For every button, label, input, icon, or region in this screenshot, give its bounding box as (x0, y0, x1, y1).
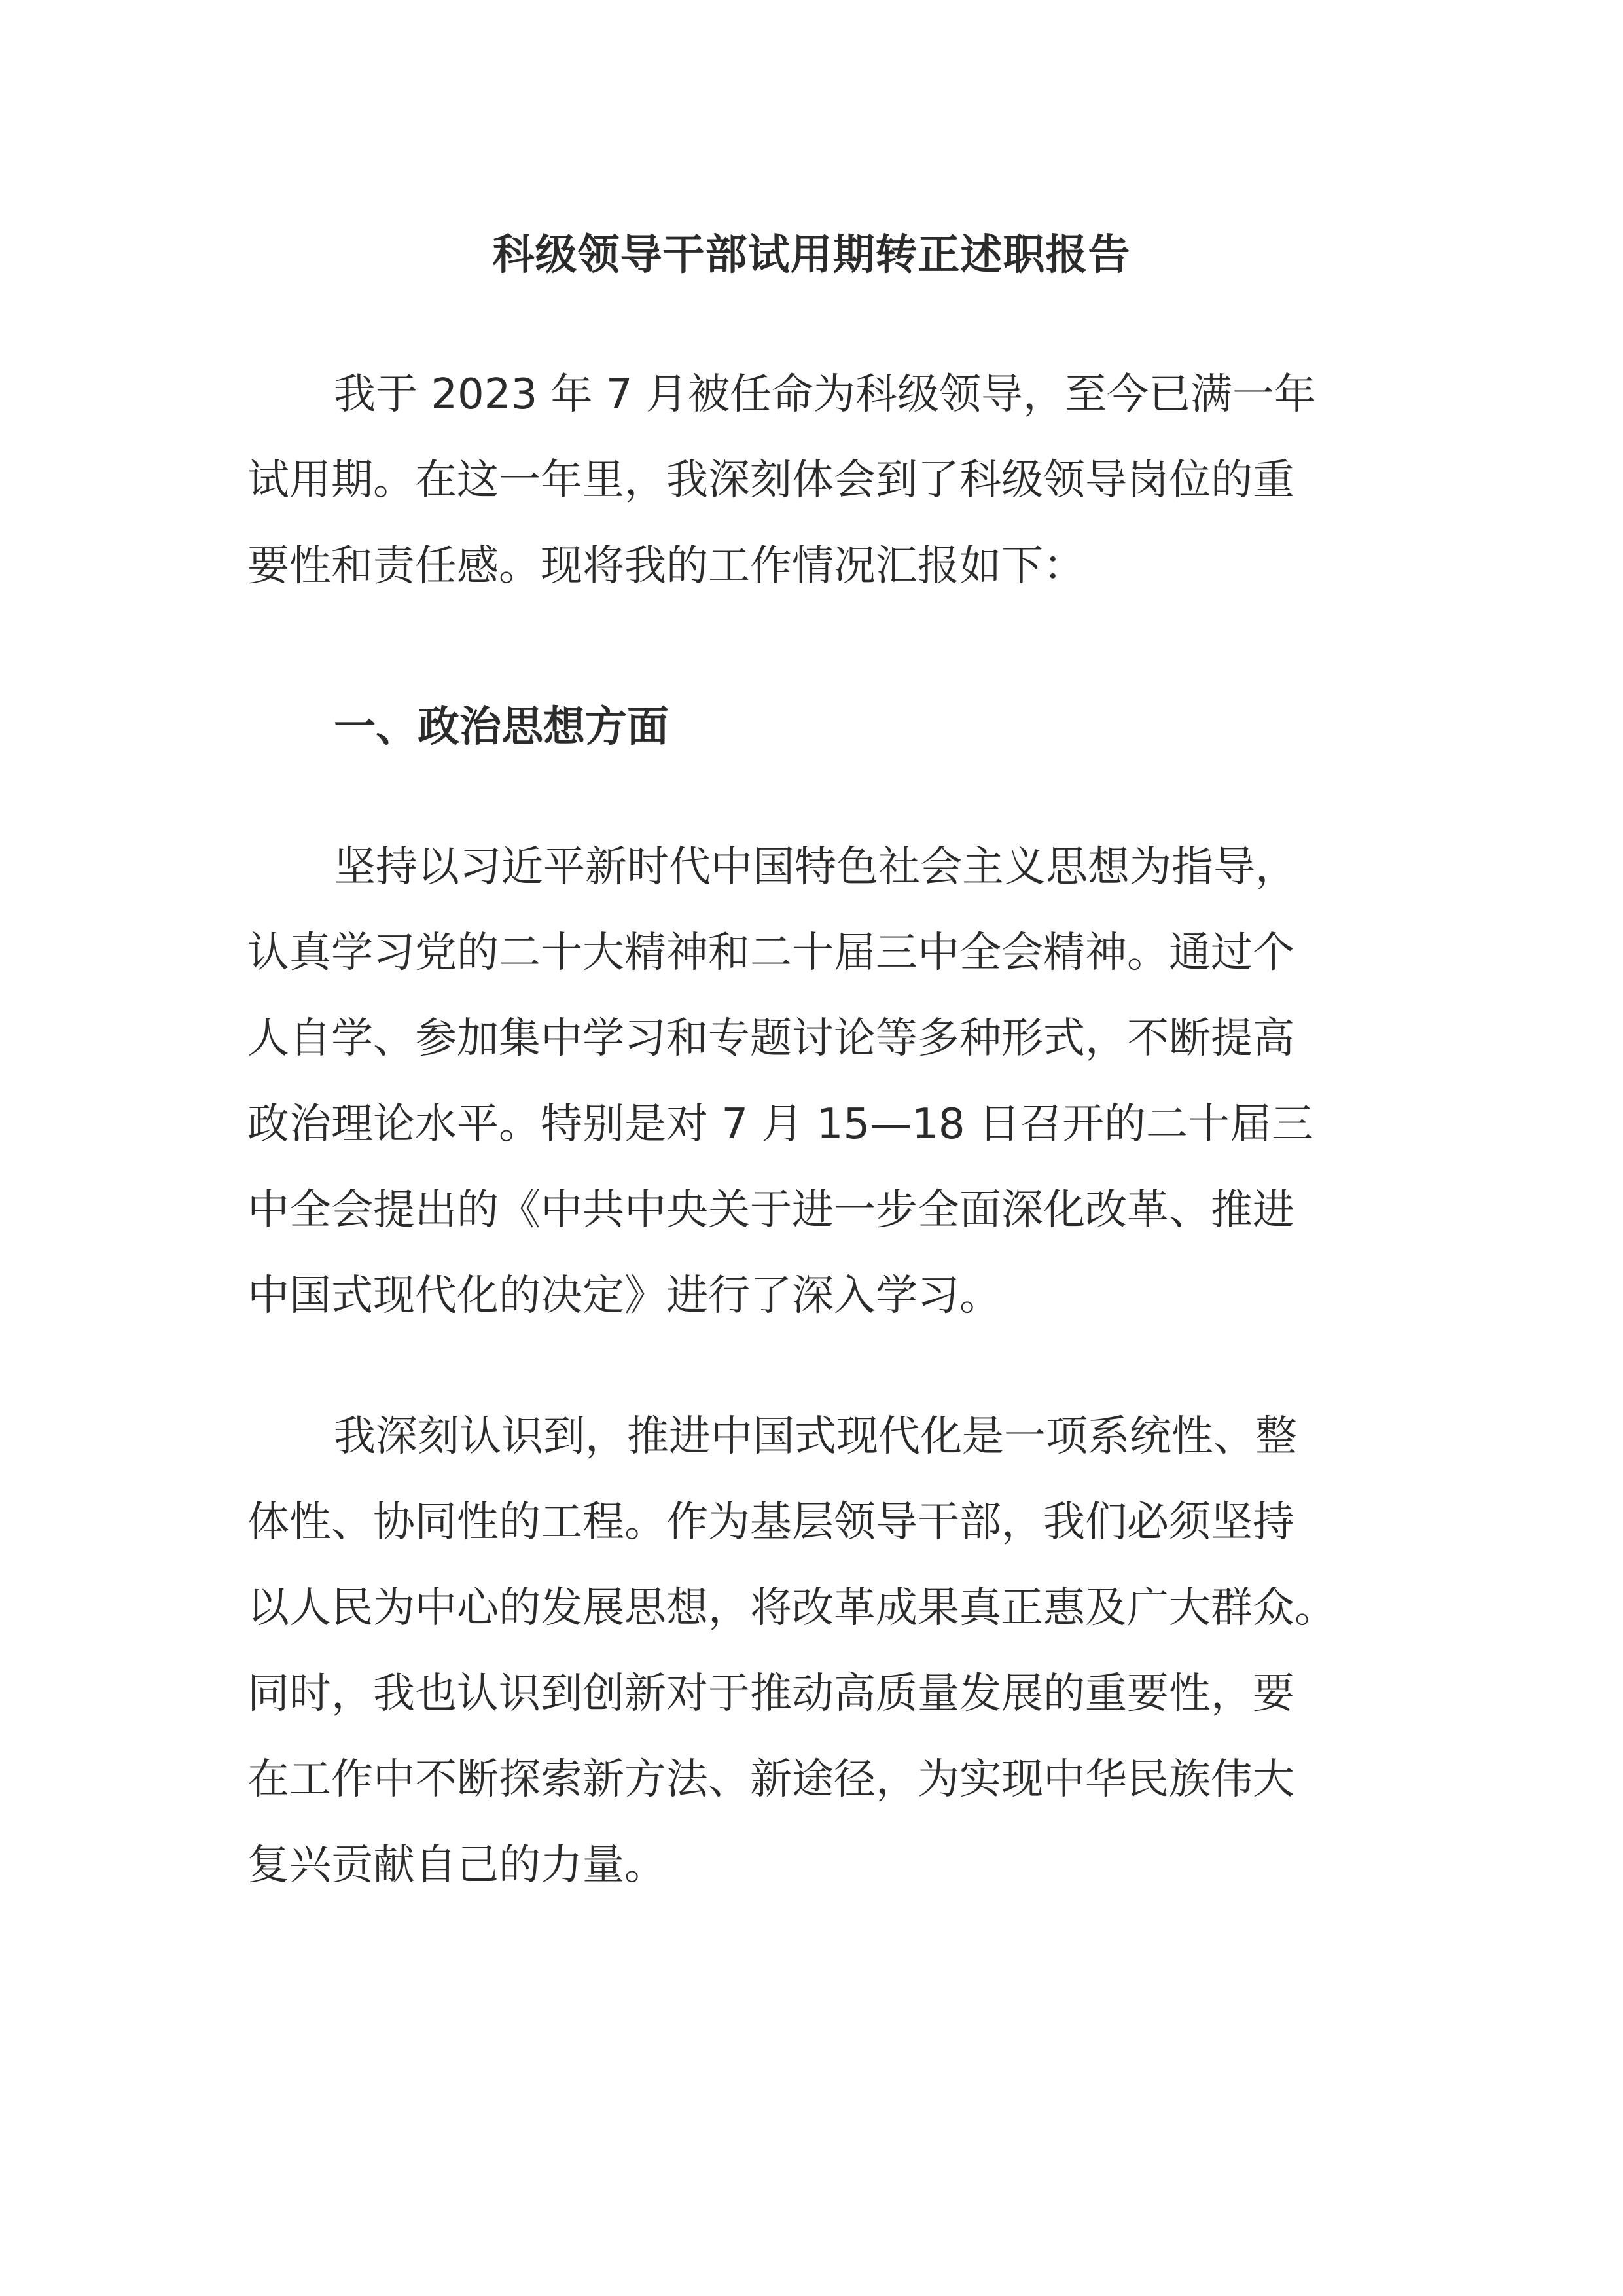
section1-paragraph-1 (247, 825, 1399, 1339)
paragraph-line: 我于 2023 年 7 月被任命为科级领导，至今已满一年 (334, 370, 1316, 419)
paragraph-line: 政治理论水平。特别是对 7 月 15—18 日召开的二十届三 (247, 1100, 1313, 1149)
paragraph-line: 认真学习党的二十大精神和二十届三中全会精神。通过个 (247, 929, 1294, 977)
paragraph-line: 我深刻认识到，推进中国式现代化是一项系统性、整 (334, 1412, 1297, 1461)
paragraph-line: 中国式现代化的决定》进行了深入学习。 (247, 1272, 1001, 1320)
paragraph-line: 试用期。在这一年里，我深刻体会到了科级领导岗位的重 (247, 456, 1294, 505)
paragraph-line: 体性、协同性的工程。作为基层领导干部，我们必须坚持 (247, 1498, 1294, 1547)
paragraph-line: 在工作中不断探索新方法、新途径，为实现中华民族伟大 (247, 1755, 1294, 1804)
paragraph-line: 人自学、参加集中学习和专题讨论等多种形式，不断提高 (247, 1014, 1294, 1063)
paragraph-line: 要性和责任感。现将我的工作情况汇报如下： (247, 542, 1085, 590)
intro-paragraph (247, 352, 1399, 609)
paragraph-line: 同时，我也认识到创新对于推动高质量发展的重要性，要 (247, 1670, 1294, 1718)
section-heading: 一、政治思想方面 (334, 703, 669, 751)
section1-paragraph-2 (247, 1394, 1399, 1909)
paragraph-line: 复兴贡献自己的力量。 (247, 1841, 666, 1890)
paragraph-line: 中全会提出的《中共中央关于进一步全面深化改革、推进 (247, 1186, 1294, 1234)
paragraph-line: 以人民为中心的发展思想，将改革成果真正惠及广大群众。 (247, 1584, 1336, 1632)
document-title: 科级领导干部试用期转正述职报告 (492, 231, 1131, 279)
paragraph-line: 坚持以习近平新时代中国特色社会主义思想为指导， (334, 843, 1297, 891)
